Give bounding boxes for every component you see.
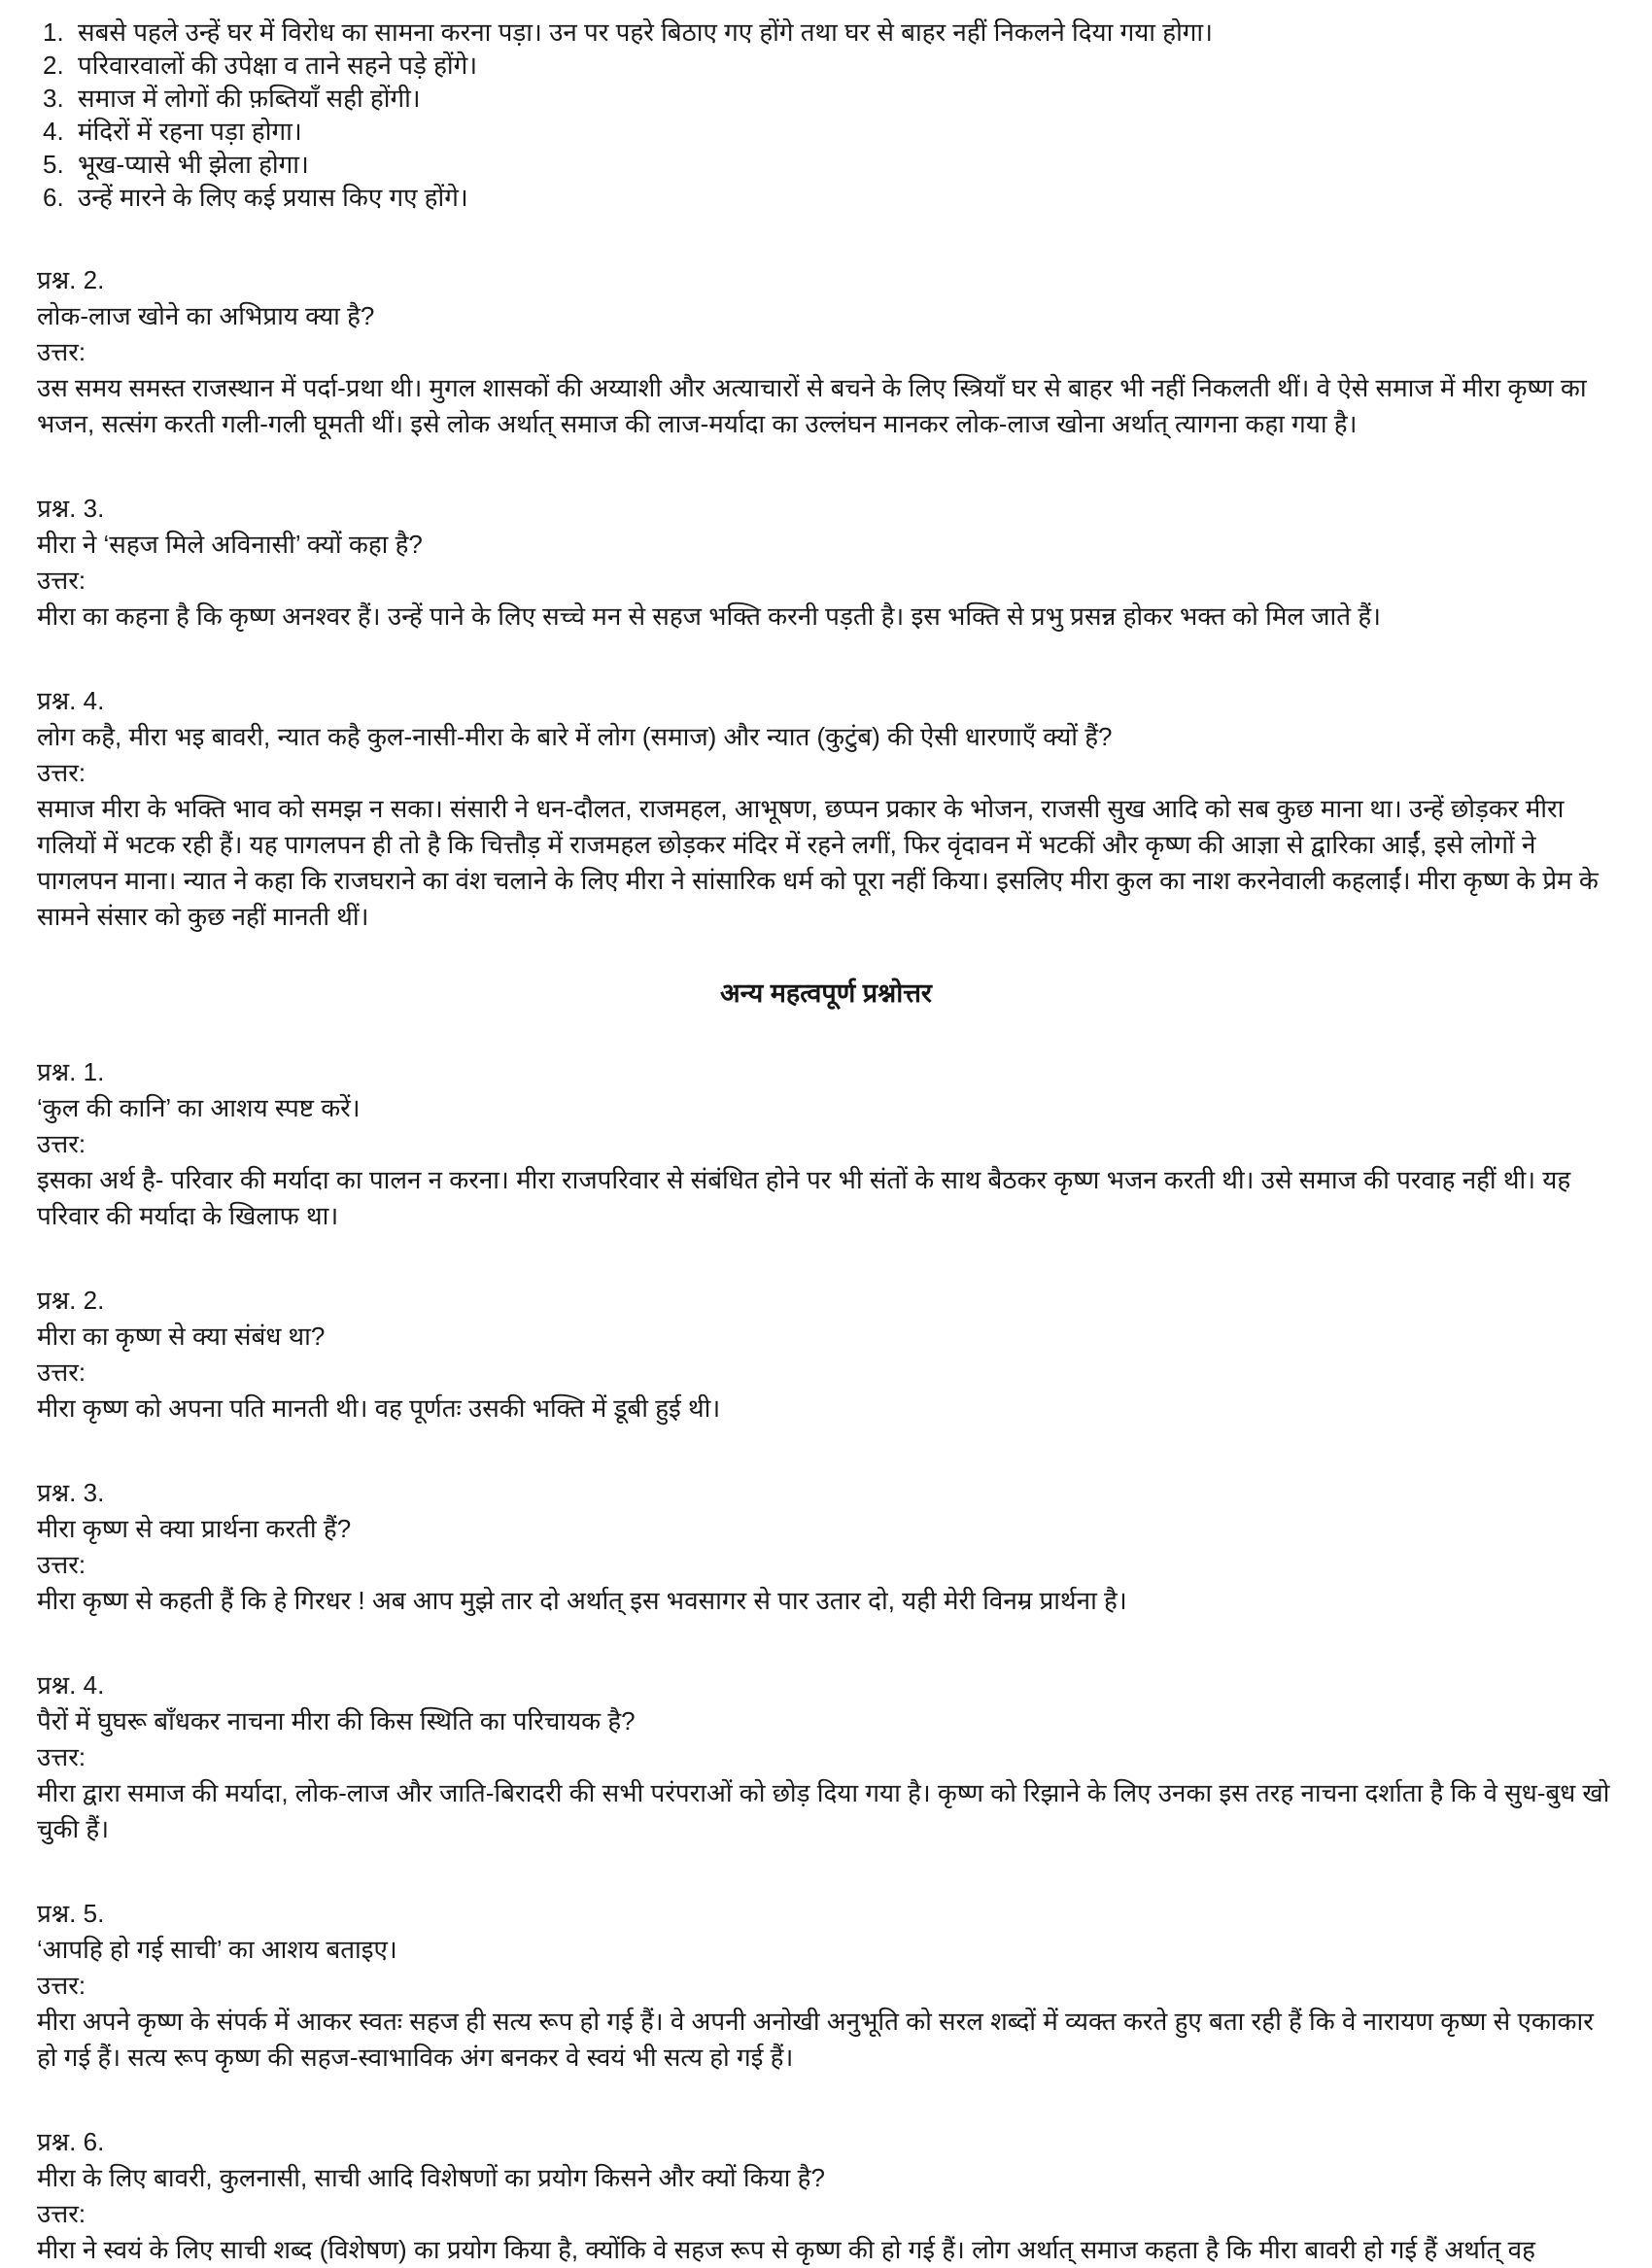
question-label: प्रश्न. 2. [37, 1286, 105, 1315]
qa-block-other-2 [37, 1283, 1615, 1426]
answer-text: मीरा द्वारा समाज की मर्यादा, लोक-लाज और जाति-बिरादरी की सभी परंपराओं को छोड़ दिया गया है। कृष्ण को रिझाने के लिए उनका इस तरह नाचना दर्शाता है कि वे सुध-बुध खो चुकी हैं। [37, 1778, 1610, 1843]
answer-label: उत्तर: [37, 1742, 86, 1771]
answer-label: उत्तर: [37, 758, 86, 787]
answer-text: समाज मीरा के भक्ति भाव को समझ न सका। संसारी ने धन-दौलत, राजमहल, आभूषण, छप्पन प्रकार के भोजन, राजसी सुख आदि को सब कुछ माना था। उन्हें छोड़कर मीरा गलियों में भटक रही हैं। यह पागलपन ही तो है कि चित्तौड़ में राजमहल छोड़कर मंदिर में रहने लगीं, फिर वृंदावन में भटकीं और कृष्ण की आज्ञा से द्वारिका आईं, इसे लोगों ने पागलपन माना। न्यात ने कहा कि राजघराने का वंश चलाने के लिए मीरा ने सांसारिक धर्म को पूरा नहीं किया। इसलिए मीरा कुल का नाश करनेवाली कहलाईं। मीरा कृष्ण के प्रेम के सामने संसार को कुछ नहीं मानती थीं। [37, 794, 1599, 931]
list-item-number: 5. [43, 150, 64, 179]
qa-block-main-2 [37, 262, 1615, 442]
list-item [37, 82, 1615, 115]
answer-text: मीरा कृष्ण को अपना पति मानती थी। वह पूर्णतः उसकी भक्ति में डूबी हुई थी। [37, 1393, 721, 1423]
list-item-text: समाज में लोगों की फ़ब्तियाँ सही होंगी। [78, 84, 421, 113]
qa-block-other-1 [37, 1054, 1615, 1234]
list-item-number: 3. [43, 84, 64, 113]
answer-label: उत्तर: [37, 2199, 86, 2228]
qa-block-main-4 [37, 683, 1615, 935]
question-label: प्रश्न. 1. [37, 1057, 105, 1086]
list-item-number: 4. [43, 117, 64, 146]
question-text: लोग कहै, मीरा भइ बावरी, न्यात कहै कुल-नासी-मीरा के बारे में लोग (समाज) और न्यात (कुटुंब) की ऐसी धारणाएँ क्यों हैं? [37, 722, 1113, 751]
list-item-text: मंदिरों में रहना पड़ा होगा। [78, 117, 302, 146]
answer-label: उत्तर: [37, 1357, 86, 1387]
answer-text: मीरा ने स्वयं के लिए साची शब्द (विशेषण) का प्रयोग किया है, क्योंकि वे सहज रूप से कृष्ण की हो गई हैं। लोग अर्थात् समाज कहता है कि मीरा बावरी हो गई हैं अर्थात् वह [37, 2235, 1535, 2264]
question-text: लोक-लाज खोने का अभिप्राय क्या है? [37, 301, 375, 330]
qa-block-other-6 [37, 2124, 1615, 2268]
list-item-text: सबसे पहले उन्हें घर में विरोध का सामना करना पड़ा। उन पर पहरे बिठाए गए होंगे तथा घर से बाहर नहीं निकलने दिया गया होगा। [78, 17, 1214, 47]
answer-label: उत्तर: [37, 1971, 86, 2000]
question-text: पैरों में घुघरू बाँधकर नाचना मीरा की किस स्थिति का परिचायक है? [37, 1706, 636, 1735]
question-text: मीरा का कृष्ण से क्या संबंध था? [37, 1322, 326, 1351]
question-label: प्रश्न. 4. [37, 686, 105, 715]
list-item [37, 181, 1615, 214]
list-item-text: उन्हें मारने के लिए कई प्रयास किए गए होंगे। [78, 183, 468, 212]
list-item-number: 1. [43, 17, 64, 47]
section-heading: अन्य महत्वपूर्ण प्रश्नोत्तर [720, 979, 932, 1008]
question-text: मीरा ने ‘सहज मिले अविनासी’ क्यों कहा है? [37, 530, 423, 559]
qa-block-other-4 [37, 1667, 1615, 1847]
question-label: प्रश्न. 2. [37, 265, 105, 294]
question-text: ‘कुल की कानि’ का आशय स्पष्ट करें। [37, 1093, 361, 1122]
question-text: मीरा के लिए बावरी, कुलनासी, साची आदि विशेषणों का प्रयोग किसने और क्यों किया है? [37, 2163, 825, 2192]
list-item [37, 148, 1615, 181]
qa-block-main-3 [37, 491, 1615, 635]
list-item [37, 115, 1615, 148]
answer-text: मीरा अपने कृष्ण के संपर्क में आकर स्वतः सहज ही सत्य रूप हो गई हैं। वे अपनी अनोखी अनुभूति को सरल शब्दों में व्यक्त करते हुए बता रही हैं कि वे नारायण कृष्ण से एकाकार हो गई हैं। सत्य रूप कृष्ण की सहज-स्वाभाविक अंग बनकर वे स्वयं भी सत्य हो गई हैं। [37, 2007, 1594, 2072]
answer-text: इसका अर्थ है- परिवार की मर्यादा का पालन न करना। मीरा राजपरिवार से संबंधित होने पर भी संतों के साथ बैठकर कृष्ण भजन करती थी। उसे समाज की परवाह नहीं थी। यह परिवार की मर्यादा के खिलाफ था। [37, 1165, 1571, 1230]
question-label: प्रश्न. 5. [37, 1899, 105, 1928]
answer-label: उत्तर: [37, 337, 86, 366]
question-text: ‘आपहि हो गई साची’ का आशय बताइए। [37, 1935, 397, 1964]
list-item-text: भूख-प्यासे भी झेला होगा। [78, 150, 309, 179]
list-item-number: 2. [43, 51, 64, 80]
answer-text: मीरा का कहना है कि कृष्ण अनश्वर हैं। उन्हें पाने के लिए सच्चे मन से सहज भक्ति करनी पड़ती है। इस भक्ति से प्रभु प्रसन्न होकर भक्त को मिल जाते हैं। [37, 601, 1381, 631]
qa-block-other-3 [37, 1475, 1615, 1619]
question-label: प्रश्न. 3. [37, 494, 105, 523]
answer-label: उत्तर: [37, 1129, 86, 1158]
list-item-number: 6. [43, 183, 64, 212]
answer-text: मीरा कृष्ण से कहती हैं कि हे गिरधर ! अब आप मुझे तार दो अर्थात् इस भवसागर से पार उतार दो, यही मेरी विनम्र प्रार्थना है। [37, 1586, 1127, 1615]
question-text: मीरा कृष्ण से क्या प्रार्थना करती हैं? [37, 1514, 352, 1543]
question-label: प्रश्न. 6. [37, 2127, 105, 2156]
question-label: प्रश्न. 3. [37, 1478, 105, 1507]
list-item [37, 49, 1615, 82]
qa-block-other-5 [37, 1896, 1615, 2076]
question-label: प्रश्न. 4. [37, 1670, 105, 1700]
answer-label: उत्तर: [37, 1550, 86, 1579]
list-item [37, 16, 1615, 49]
answer-label: उत्तर: [37, 566, 86, 595]
list-item-text: परिवारवालों की उपेक्षा व ताने सहने पड़े होंगे। [78, 51, 478, 80]
intro-list [37, 16, 1615, 214]
answer-text: उस समय समस्त राजस्थान में पर्दा-प्रथा थी। मुगल शासकों की अय्याशी और अत्याचारों से बचने के लिए स्त्रियाँ घर से बाहर भी नहीं निकलती थीं। वे ऐसे समाज में मीरा कृष्ण का भजन, सत्संग करती गली-गली घूमती थीं। इसे लोक अर्थात् समाज की लाज-मर्यादा का उल्लंघन मानकर लोक-लाज खोना अर्थात् त्यागना कहा गया है। [37, 373, 1587, 438]
